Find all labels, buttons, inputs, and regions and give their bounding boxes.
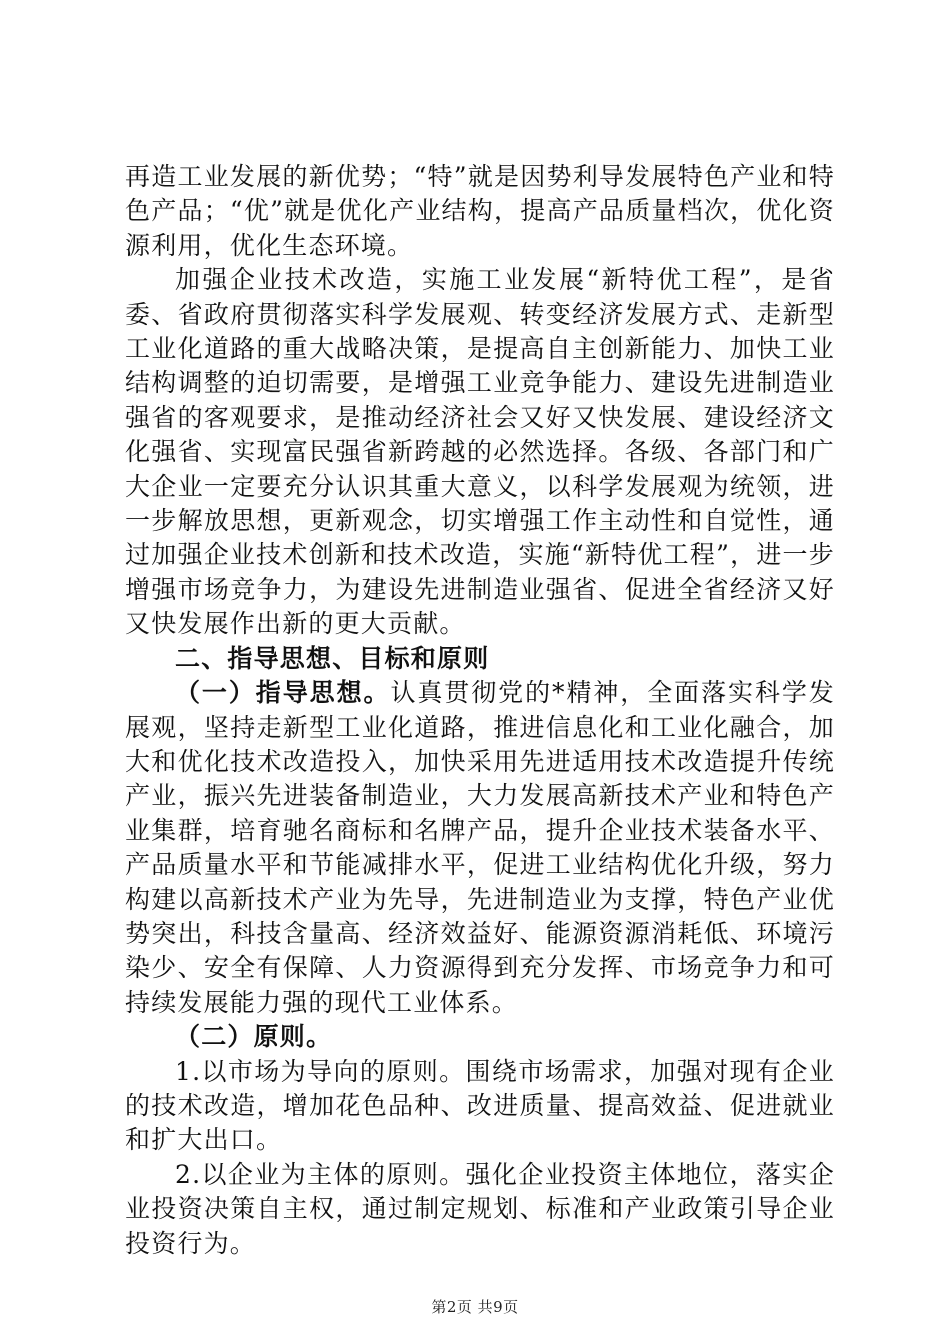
principle-item: 1.以市场为导向的原则。围绕市场需求，加强对现有企业的技术改造，增加花色品种、改进质量、提高效益、促进就业和扩大出口。: [125, 1056, 835, 1155]
paragraph-significance: 加强企业技术改造，实施工业发展“新特优工程”，是省委、省政府贯彻落实科学发展观、转变经济发展方式、走新型工业化道路的重大战略决策，是提高自主创新能力、加快工业结构调整的迫切需要，是增强工业竞争能力、建设先进制造业强省的客观要求，是推动经济社会又好又快发展、建设经济文化强省、实现富民强省新跨越的必然选择。各级、各部门和广大企业一定要充分认识其重大意义，以科学发展观为统领，进一步解放思想，更新观念，切实增强工作主动性和自觉性，通过加强企业技术创新和技术改造，实施“新特优工程”，进一步增强市场竞争力，为建设先进制造业强省、促进全省经济又好又快发展作出新的更大贡献。: [125, 265, 835, 639]
page-number: 第2页 共9页: [431, 1298, 519, 1316]
principle-item: 2.以企业为主体的原则。强化企业投资主体地位，落实企业投资决策自主权，通过制定规划、标准和产业政策引导企业投资行为。: [125, 1159, 835, 1258]
principles-heading: （二）原则。: [175, 1022, 333, 1052]
paragraph-guiding-thought: [125, 676, 835, 1020]
paragraph-continuation: 再造工业发展的新优势；“特”就是因势利导发展特色产业和特色产品；“优”就是优化产业结构，提高产品质量档次，优化资源利用，优化生态环境。: [125, 162, 835, 260]
section-heading: 二、指导思想、目标和原则: [175, 643, 490, 673]
guiding-thought-heading: （一）指导思想。: [175, 678, 391, 708]
document-body: [125, 160, 835, 1261]
guiding-thought-body: 认真贯彻党的*精神，全面落实科学发展观，坚持走新型工业化道路，推进信息化和工业化融合，加大和优化技术改造投入，加快采用先进适用技术改造提升传统产业，振兴先进装备制造业，大力发展高新技术产业和特色产业集群，培育驰名商标和名牌产品，提升企业技术装备水平、产品质量水平和节能减排水平，促进工业结构优化升级，努力构建以高新技术产业为先导，先进制造业为支撑，特色产业优势突出，科技含量高、经济效益好、能源资源消耗低、环境污染少、安全有保障、人力资源得到充分发挥、市场竞争力和可持续发展能力强的现代工业体系。: [125, 678, 835, 1017]
